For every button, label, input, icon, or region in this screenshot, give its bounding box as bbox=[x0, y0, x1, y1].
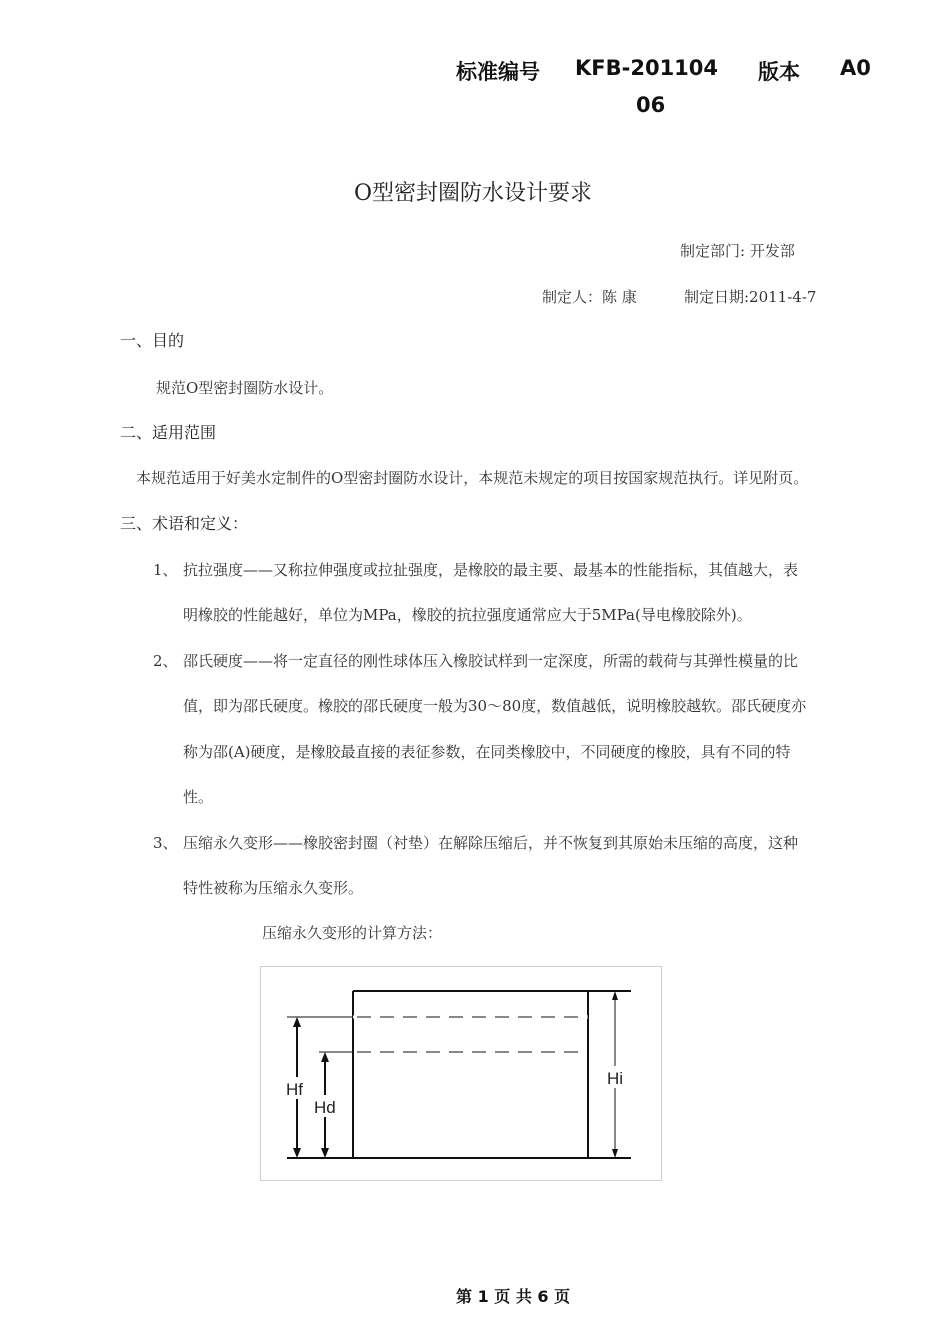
term-2-line-2: 值，即为邵氏硬度。橡胶的邵氏硬度一般为30～80度，数值越低，说明橡胶越软。邵氏硬度亦 bbox=[183, 697, 807, 715]
author-line: 制定人：陈 康 bbox=[542, 288, 637, 306]
section-purpose-heading: 一、目的 bbox=[120, 331, 185, 350]
section-terms-heading: 三、术语和定义： bbox=[120, 514, 249, 533]
page-footer: 第 1 页 共 6 页 bbox=[456, 1287, 571, 1306]
term-1-line-2: 明橡胶的性能越好，单位为MPa，橡胶的抗拉强度通常应大于5MPa(导电橡胶除外)。 bbox=[183, 606, 752, 624]
page-title: O型密封圈防水设计要求 bbox=[354, 181, 593, 206]
version-label: 版本 bbox=[758, 60, 800, 84]
section-purpose-text: 规范O型密封圈防水设计。 bbox=[156, 379, 334, 397]
hd-label: Hd bbox=[314, 1098, 336, 1117]
term-1-line-1: 抗拉强度——又称拉伸强度或拉扯强度，是橡胶的最主要、最基本的性能指标，其值越大，表 bbox=[183, 561, 799, 579]
section-scope-heading: 二、适用范围 bbox=[120, 423, 217, 442]
term-3-number: 3、 bbox=[153, 834, 178, 852]
hi-arrow-bottom bbox=[612, 1149, 618, 1158]
section-scope-text: 本规范适用于好美水定制件的O型密封圈防水设计，本规范未规定的项目按国家规范执行。详见附页。 bbox=[136, 469, 809, 487]
hd-arrow-top bbox=[321, 1052, 329, 1062]
hd-arrow-bottom bbox=[321, 1148, 329, 1158]
term-2-line-3: 称为邵(A)硬度，是橡胶最直接的表征参数，在同类橡胶中，不同硬度的橡胶，具有不同的特 bbox=[183, 743, 791, 761]
version-value-part1: A0 bbox=[840, 56, 871, 80]
hi-arrow-top bbox=[612, 991, 618, 1000]
compression-set-svg bbox=[261, 967, 663, 1182]
standard-number-label: 标准编号 bbox=[456, 60, 540, 84]
hf-arrow-bottom bbox=[293, 1148, 301, 1158]
version-value-part2: 06 bbox=[636, 93, 666, 117]
hf-arrow-top bbox=[293, 1017, 301, 1027]
term-2-line-1: 邵氏硬度——将一定直径的刚性球体压入橡胶试样到一定深度，所需的载荷与其弹性模量的比 bbox=[183, 652, 799, 670]
calculation-method-heading: 压缩永久变形的计算方法： bbox=[262, 924, 443, 942]
term-2-line-4: 性。 bbox=[183, 788, 214, 806]
term-3-line-2: 特性被称为压缩永久变形。 bbox=[183, 879, 364, 897]
term-2-number: 2、 bbox=[153, 652, 178, 670]
term-1-number: 1、 bbox=[153, 561, 178, 579]
date-line: 制定日期:2011-4-7 bbox=[684, 288, 817, 306]
department-line: 制定部门: 开发部 bbox=[680, 242, 795, 260]
hf-label: Hf bbox=[286, 1080, 303, 1099]
term-3-line-1: 压缩永久变形——橡胶密封圈（衬垫）在解除压缩后，并不恢复到其原始未压缩的高度，这种 bbox=[183, 834, 799, 852]
standard-number-value: KFB-201104 bbox=[575, 56, 719, 80]
compression-set-diagram bbox=[260, 966, 662, 1181]
hi-label: Hi bbox=[607, 1069, 624, 1088]
